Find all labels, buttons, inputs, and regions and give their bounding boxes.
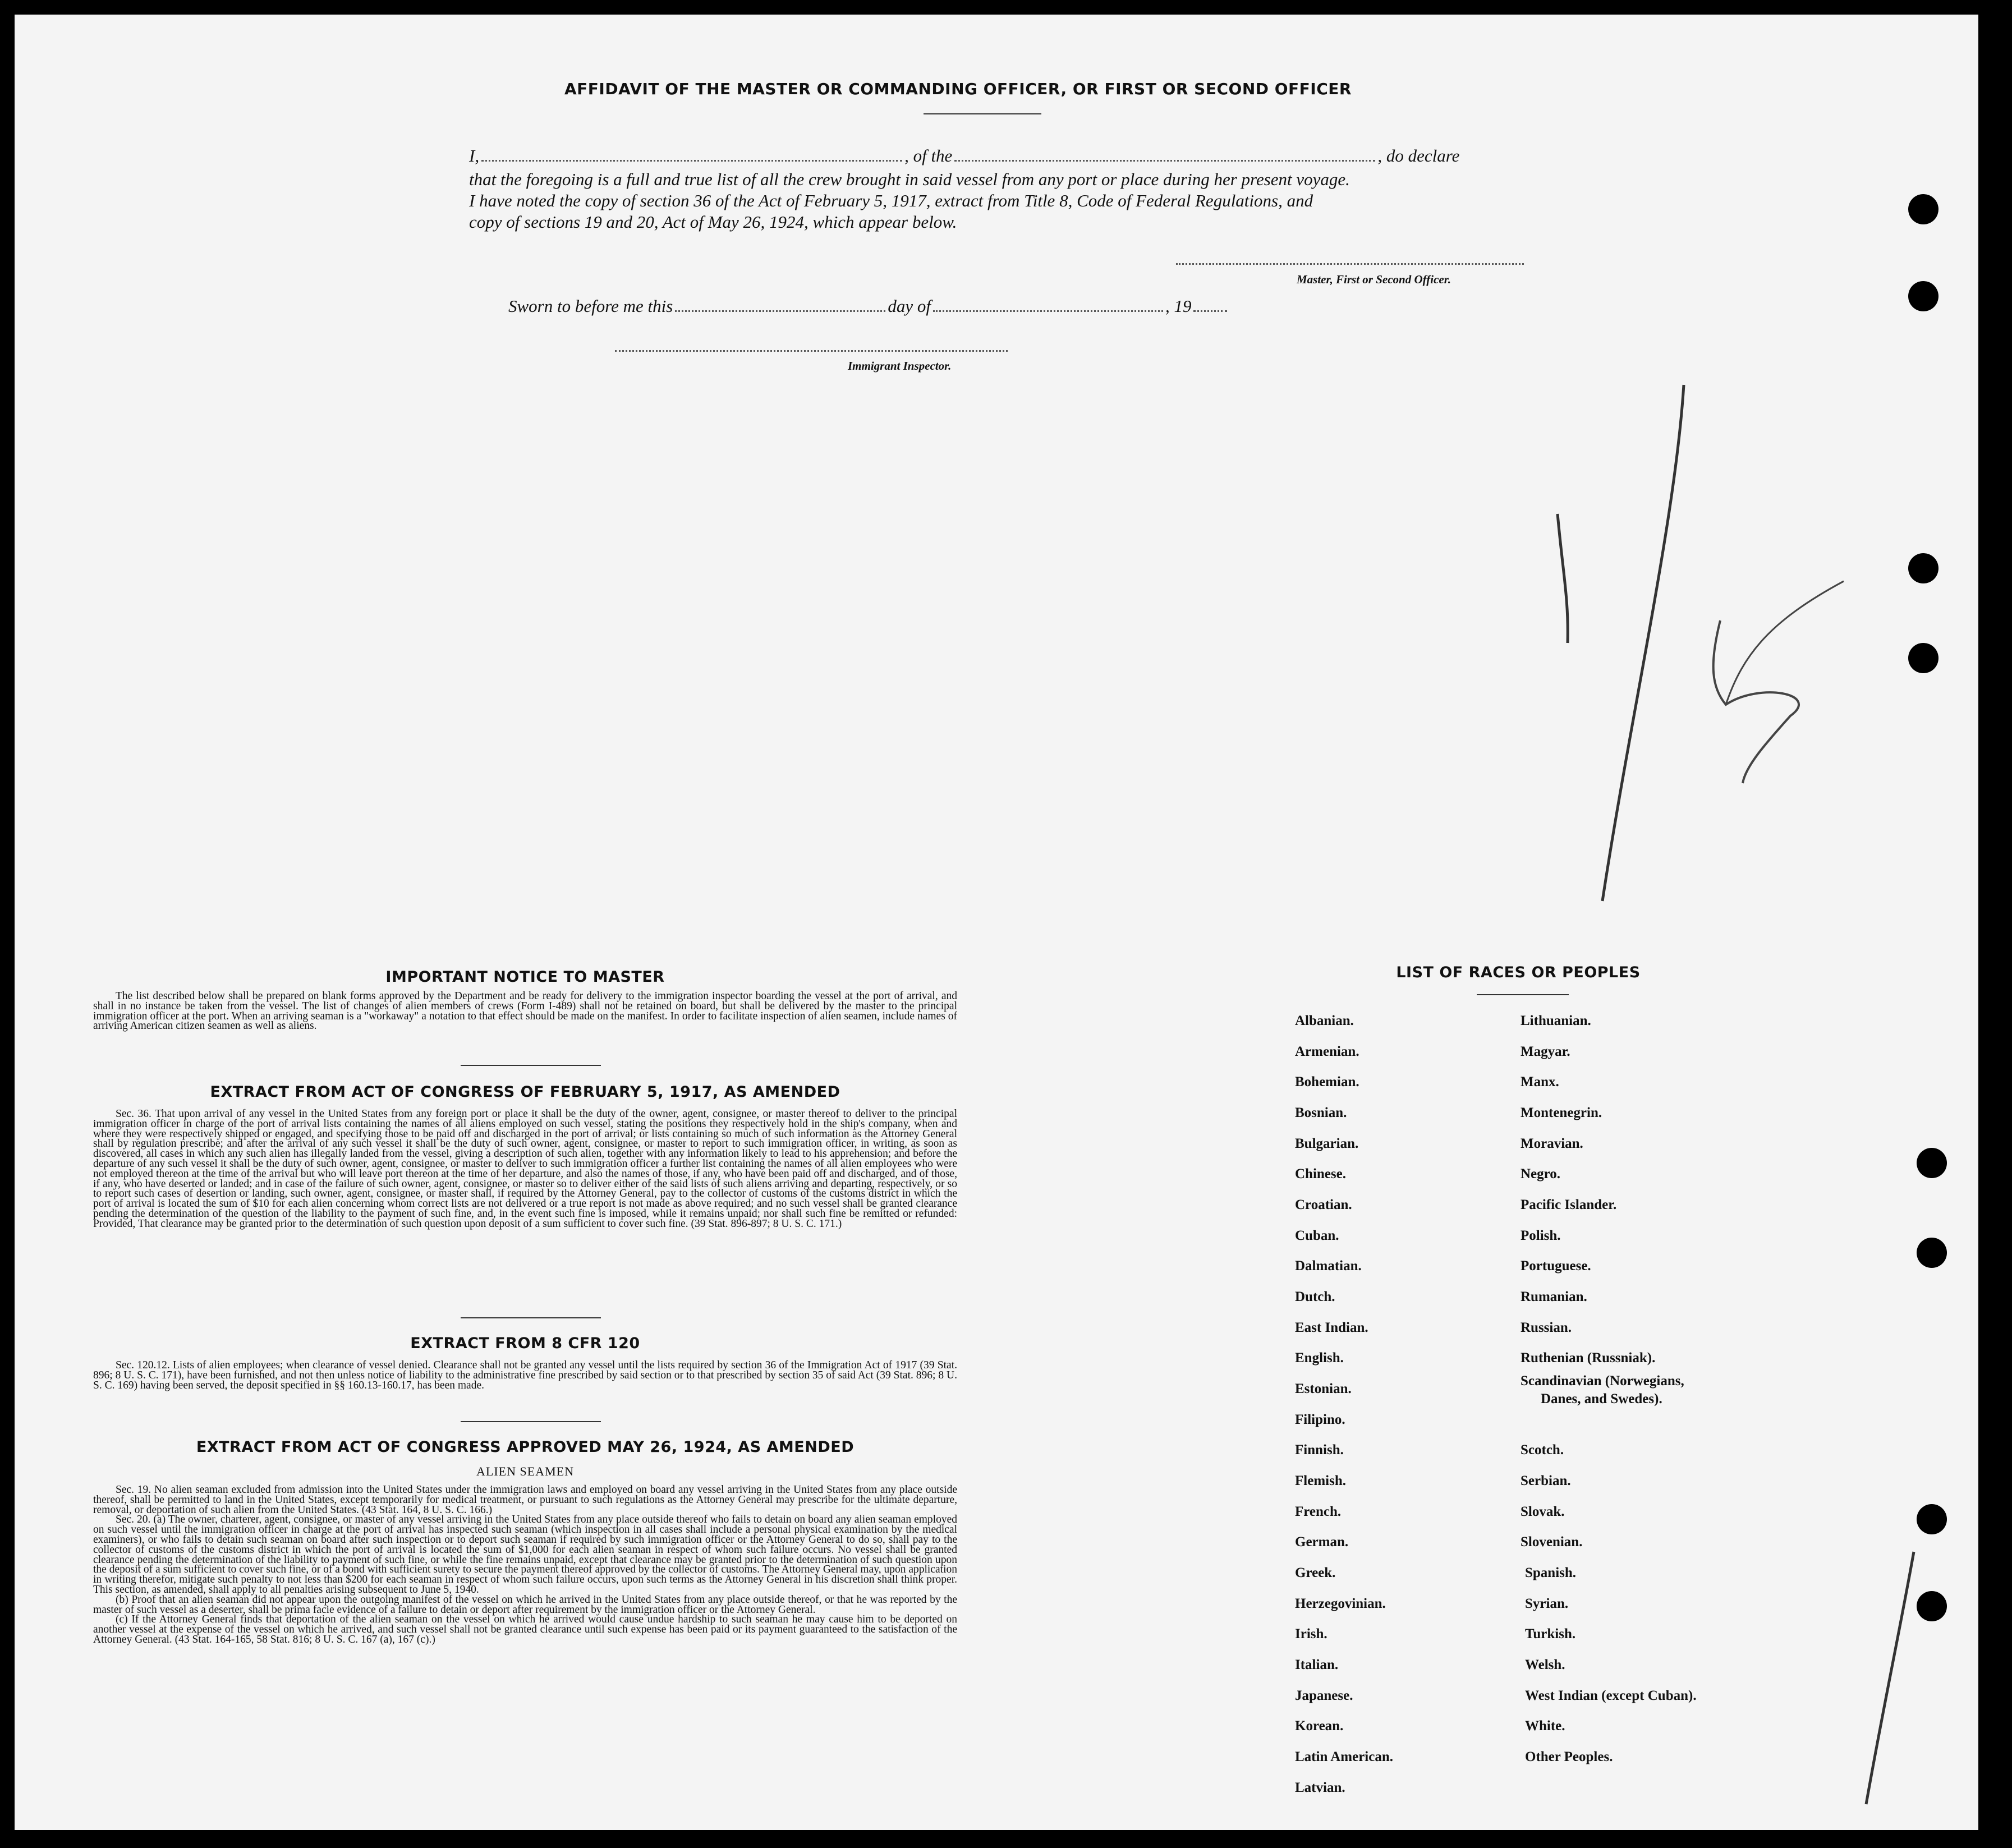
race-left: Armenian. <box>1295 1044 1359 1059</box>
extract-1924-para: Sec. 19. No alien seaman excluded from admission into the United States under the immigration laws and employed on board any vessel arriving in the United States from any place outside thereof, shall be permitted to land in the United States, except temporarily for medical treatment, or pursuant to such regulations as the Attorney General may prescribe for the ultimate departure, removal, or deportation of such alien from the United States. (43 Stat. 164, 8 U. S. C. 166.) <box>93 1484 957 1516</box>
race-left: Latin American. <box>1295 1749 1393 1764</box>
race-left: Cuban. <box>1295 1228 1339 1243</box>
race-right: Rumanian. <box>1521 1289 1587 1304</box>
race-left: Croatian. <box>1295 1197 1352 1212</box>
handwritten-stroke <box>1866 1552 1914 1804</box>
race-right: Welsh. <box>1525 1657 1565 1672</box>
handwritten-stroke <box>1558 514 1568 643</box>
race-left: Flemish. <box>1295 1473 1346 1488</box>
race-right: Manx. <box>1521 1074 1559 1090</box>
race-right: Polish. <box>1521 1228 1561 1243</box>
race-left: French. <box>1295 1504 1342 1519</box>
punch-hole <box>1908 643 1938 673</box>
race-right: Slovak. <box>1521 1504 1565 1519</box>
sworn-line: Sworn to before me this day of , 19 <box>508 295 1229 318</box>
race-right: Spanish. <box>1525 1565 1577 1580</box>
race-right: Russian. <box>1521 1320 1572 1335</box>
race-right: Danes, and Swedes). <box>1541 1391 1662 1406</box>
extract-1924-para: (c) If the Attorney General finds that deportation of the alien seaman on the vessel on which he arrived would cause undue hardship to such seaman he may cause him to be deported on another vessel at the expense of the vessel on which he arrived, and such vessel shall not be granted clearance until such expense has been paid or its payment guaranteed to the satisfaction of the Attorney General. (43 Stat. 164-165, 58 Stat. 816; 8 U. S. C. 167 (a), 167 (c).) <box>93 1613 957 1645</box>
extract-1917-title: EXTRACT FROM ACT OF CONGRESS OF FEBRUARY 5, 1917, AS AMENDED <box>210 1083 840 1101</box>
race-left: East Indian. <box>1295 1320 1368 1335</box>
race-left: Dalmatian. <box>1295 1258 1362 1274</box>
notice-text: The list described below shall be prepared on blank forms approved by the Department and be ready for delivery to the immigration inspector boarding the vessel at the port of arrival, and shall in no instance be taken from the vessel. The list of changes of alien members of crews (Form I-489) shall not be retained on board, but shall be delivered by the master to the principal immigration officer at the port. When an arriving seaman is a "workaway" a notation to that effect should be made on the manifest. In order to facilitate inspection of alien seamen, include names of arriving American citizen seamen as well as aliens. <box>93 990 957 1032</box>
extract-cfr-text: Sec. 120.12. Lists of alien employees; when clearance of vessel denied. Clearance shall not be granted any vessel until the lists required by section 36 of the Immigration Act of 1917 (39 Stat. 896; 8 U. S. C. 171), have been furnished, and not then unless notice of liability to the administrative fine prescribed by said section or to that prescribed by section 35 of said Act (39 Stat. 896; 8 U. S. C. 169) having been served, the deposit specified in §§ 160.13-160.17, has been made. <box>93 1359 957 1391</box>
race-right: West Indian (except Cuban). <box>1525 1688 1697 1703</box>
race-left: Albanian. <box>1295 1013 1354 1028</box>
extract-1924-subtitle: ALIEN SEAMEN <box>476 1464 574 1478</box>
race-right: Slovenian. <box>1521 1534 1583 1550</box>
punch-hole <box>1908 194 1938 224</box>
document-page <box>15 15 1978 1830</box>
race-left: Bulgarian. <box>1295 1136 1359 1151</box>
race-left: Dutch. <box>1295 1289 1335 1304</box>
race-left: German. <box>1295 1534 1349 1550</box>
race-right: Other Peoples. <box>1525 1749 1613 1764</box>
race-left: Japanese. <box>1295 1688 1353 1703</box>
affidavit-line1: I, , of the , do declare <box>469 146 1460 166</box>
extract-1917-text: Sec. 36. That upon arrival of any vessel in the United States from any foreign port or place it shall be the duty of the owner, agent, consignee, or master thereof to deliver to the principal immigration officer in charge of the port of arrival lists containing the names of all aliens employed on such vessel, stating the positions they respectively hold in the ship's company, when and where they were respectively shipped or engaged, and specifying those to be paid off and discharged in the port of arrival; or lists containing so much of such information as the Attorney General shall by regulation prescribe; and after the arrival of any such vessel it shall be the duty of such owner, agent, consignee, or master to report to such immigration officer, in writing, as soon as discovered, all cases in which any such alien has illegally landed from the vessel, giving a description of such alien, together with any information likely to lead to his apprehension; and before the departure of any such vessel it shall be the duty of such owner, agent, consignee, or master to deliver to such immigration officer a further list containing the names of all alien employees who were not employed thereon at the time of the arrival but who will leave port thereon at the time of her departure, and also the names of those, if any, who have been paid off and discharged, and of those, if any, who have deserted or landed; and in case of the failure of such owner, agent, consignee, or master so to deliver either of the said lists of such aliens arriving and departing, respectively, or so to report such cases of desertion or landing, such owner, agent, consignee, or master shall, if required by the Attorney General, pay to the collector of customs of the customs district in which the port of arrival is located the sum of $10 for each alien concerning whom correct lists are not delivered or a true report is not made as above required; and no such vessel shall be granted clearance pending the determination of the question of the liability to the payment of such fine, and, in the event such fine is imposed, while it remains unpaid; nor shall such fine be remitted or refunded: Provided, That clearance may be granted prior to the determination of such question upon deposit of a sum sufficient to cover such fine. (39 Stat. 896-897; 8 U. S. C. 171.) <box>93 1108 957 1230</box>
races-title: LIST OF RACES OR PEOPLES <box>1396 964 1641 981</box>
race-right: Magyar. <box>1521 1044 1570 1059</box>
race-left: Italian. <box>1295 1657 1339 1672</box>
affidavit-line4: copy of sections 19 and 20, Act of May 26, 1924, which appear below. <box>469 212 957 232</box>
extract-1924-para: (b) Proof that an alien seaman did not appear upon the outgoing manifest of the vessel on which he arrived in the United States from any place outside thereof, or that he was reported by the master of such vessel as a deserter, shall be prima facie evidence of a failure to detain or deport after requirement by the immigration officer or the Attorney General. <box>93 1593 957 1616</box>
inspector-caption: Immigrant Inspector. <box>848 359 952 373</box>
punch-hole <box>1917 1148 1947 1178</box>
master-caption: Master, First or Second Officer. <box>1297 273 1451 286</box>
notice-title: IMPORTANT NOTICE TO MASTER <box>385 968 665 986</box>
race-right: Portuguese. <box>1521 1258 1591 1274</box>
race-right: Turkish. <box>1525 1626 1576 1642</box>
race-left: Chinese. <box>1295 1166 1346 1182</box>
race-right: Serbian. <box>1521 1473 1571 1488</box>
race-left: Finnish. <box>1295 1442 1344 1458</box>
extract-1924-title: EXTRACT FROM ACT OF CONGRESS APPROVED MAY 26, 1924, AS AMENDED <box>196 1438 855 1456</box>
race-right: Scotch. <box>1521 1442 1564 1458</box>
punch-hole <box>1908 553 1938 583</box>
punch-hole <box>1917 1238 1947 1268</box>
race-right: Scandinavian (Norwegians, <box>1521 1373 1684 1389</box>
race-right: Ruthenian (Russniak). <box>1521 1350 1656 1366</box>
affidavit-title: AFFIDAVIT OF THE MASTER OR COMMANDING OFFICER, OR FIRST OR SECOND OFFICER <box>564 80 1352 98</box>
race-left: Latvian. <box>1295 1780 1345 1795</box>
extract-1924-para: Sec. 20. (a) The owner, charterer, agent, consignee, or master of any vessel arriving in the United States from any place outside thereof who fails to detain on board any alien seaman employed on such vessel until the immigration officer in charge at the port of arrival has inspected such seaman (which inspection in all cases shall include a personal physical examination by the medical examiners), or who fails to detain such seaman on board after such inspection or to deport such seaman if required by such immigration officer or the Attorney General to do so, shall pay to the collector of customs of the customs district in which the port of arrival is located the sum of $1,000 for each alien seaman in respect of whom such failure occurs. No vessel shall be granted clearance pending the determination of the liability to payment of such fine, or while the fine remains unpaid, except that clearance may be granted prior to the determination of such question upon the deposit of a sum sufficient to cover such fine, or of a bond with sufficient surety to secure the payment thereof approved by the collector of customs. The Attorney General may, upon application in writing therefor, mitigate such penalty to not less than $200 for each seaman in respect of whom such failure occurs, upon such terms as the Attorney General in his discretion shall think proper. This section, as amended, shall apply to all penalties arising subsequent to June 5, 1940. <box>93 1514 957 1596</box>
race-left: Bohemian. <box>1295 1074 1359 1090</box>
race-left: Estonian. <box>1295 1381 1352 1396</box>
affidavit-line3: I have noted the copy of section 36 of the Act of February 5, 1917, extract from Title 8, Code of Federal Regulations, and <box>469 191 1313 210</box>
race-left: Herzegovinian. <box>1295 1596 1386 1611</box>
handwritten-stroke <box>1602 385 1684 901</box>
race-right: Lithuanian. <box>1521 1013 1591 1028</box>
race-right: Moravian. <box>1521 1136 1583 1151</box>
affidavit-line2: that the foregoing is a full and true list of all the crew brought in said vessel from any port or place during her present voyage. <box>469 169 1350 189</box>
race-left: Korean. <box>1295 1718 1344 1734</box>
race-right: Negro. <box>1521 1166 1561 1182</box>
race-left: English. <box>1295 1350 1344 1366</box>
race-right: Pacific Islander. <box>1521 1197 1617 1212</box>
race-right: Syrian. <box>1525 1596 1569 1611</box>
punch-hole <box>1908 281 1938 311</box>
race-right: Montenegrin. <box>1521 1105 1602 1120</box>
handwritten-stroke <box>1726 581 1844 705</box>
punch-hole <box>1917 1591 1947 1621</box>
race-left: Irish. <box>1295 1626 1327 1642</box>
race-left: Bosnian. <box>1295 1105 1347 1120</box>
extract-cfr-title: EXTRACT FROM 8 CFR 120 <box>410 1335 640 1352</box>
race-left: Filipino. <box>1295 1412 1345 1427</box>
race-left: Greek. <box>1295 1565 1336 1580</box>
race-right: White. <box>1525 1718 1565 1734</box>
handwritten-marks <box>15 15 1978 1830</box>
punch-hole <box>1917 1504 1947 1534</box>
